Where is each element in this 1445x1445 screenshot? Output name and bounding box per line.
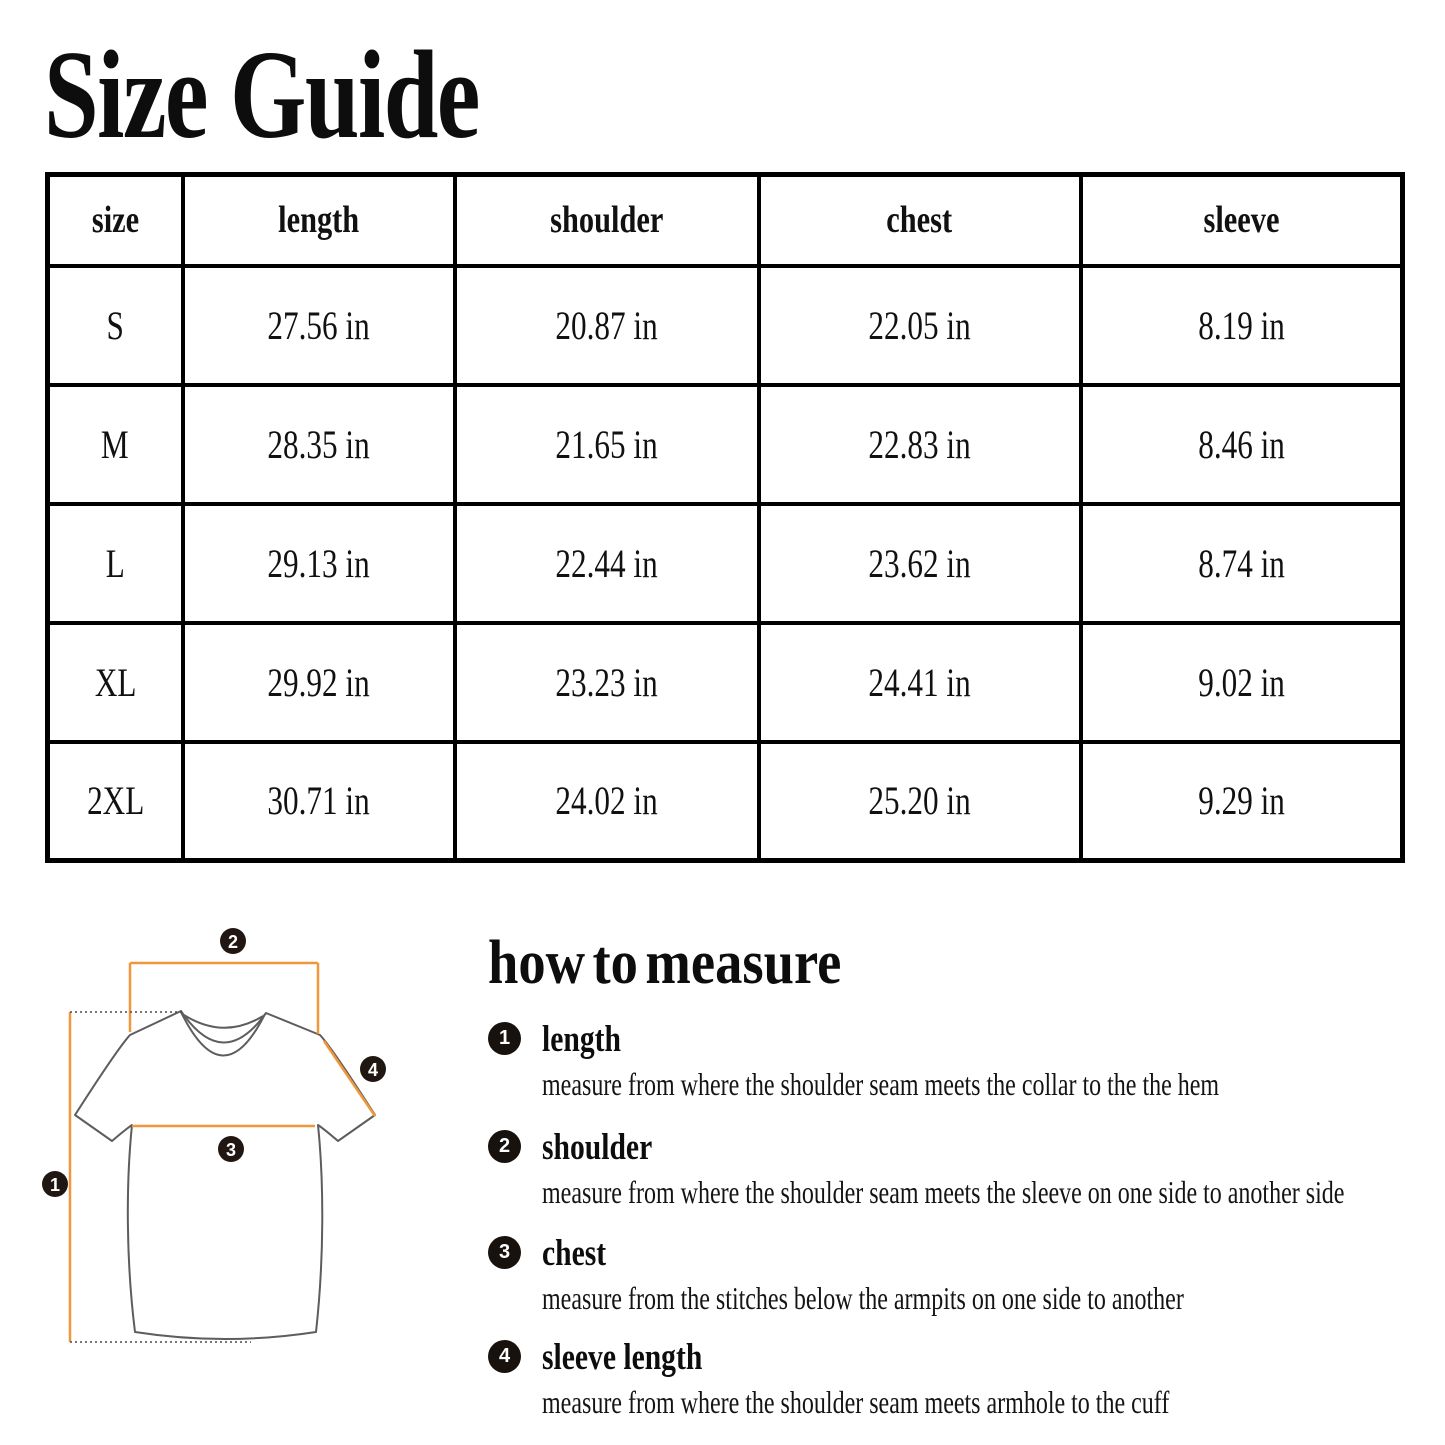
sleeve-cell: 8.74 in	[1081, 504, 1403, 623]
step-description: measure from the stitches below the armpits on one side to another	[542, 1280, 1184, 1317]
size-cell: S	[48, 266, 183, 385]
step-description: measure from where the shoulder seam meets armhole to the cuff	[542, 1384, 1170, 1421]
badge-number: 3	[225, 1140, 237, 1160]
shoulder-cell: 23.23 in	[455, 623, 759, 742]
size-table	[45, 172, 1405, 863]
sleeve-cell: 9.02 in	[1081, 623, 1403, 742]
step-text	[542, 1235, 1398, 1316]
table-row-s	[48, 266, 1403, 385]
column-header-chest: chest	[759, 175, 1081, 266]
column-header-length: length	[183, 175, 455, 266]
column-header-sleeve: sleeve	[1081, 175, 1403, 266]
size-cell: L	[48, 504, 183, 623]
header-row	[48, 175, 1403, 266]
table-row-xl	[48, 623, 1403, 742]
how-to-measure-section	[488, 920, 1445, 1420]
length-cell: 29.92 in	[183, 623, 455, 742]
step-badge-3: 3	[488, 1236, 521, 1269]
shoulder-cell: 24.02 in	[455, 742, 759, 861]
step-badge-1: 1	[488, 1022, 521, 1055]
sleeve-cell: 8.19 in	[1081, 266, 1403, 385]
chest-cell: 23.62 in	[759, 504, 1081, 623]
step-label: sleeve length	[542, 1337, 703, 1379]
diagram-badge-4	[360, 1056, 386, 1082]
step-badge-4: 4	[488, 1340, 521, 1373]
size-cell: 2XL	[48, 742, 183, 861]
length-cell: 30.71 in	[183, 742, 455, 861]
sleeve-cell: 8.46 in	[1081, 385, 1403, 504]
length-cell: 27.56 in	[183, 266, 455, 385]
length-cell: 29.13 in	[183, 504, 455, 623]
shoulder-cell: 21.65 in	[455, 385, 759, 504]
sleeve-cell: 9.29 in	[1081, 742, 1403, 861]
measure-item-sleeve-length	[488, 1339, 1445, 1420]
size-cell: XL	[48, 623, 183, 742]
diagram-badge-3	[218, 1136, 244, 1162]
badge-number: 1	[49, 1175, 61, 1195]
tshirt-diagram	[18, 908, 458, 1408]
measure-item-shoulder	[488, 1129, 1445, 1210]
size-table-body	[48, 266, 1403, 861]
table-row-m	[48, 385, 1403, 504]
badge-number: 4	[367, 1060, 379, 1080]
shoulder-cell: 20.87 in	[455, 266, 759, 385]
step-description: measure from where the shoulder seam meets the collar to the the hem	[542, 1066, 1220, 1103]
column-header-size: size	[48, 175, 183, 266]
page-title-text: Size Guide	[44, 26, 479, 165]
diagram-badge-2	[220, 928, 246, 954]
length-cell: 28.35 in	[183, 385, 455, 504]
table-row-l	[48, 504, 1403, 623]
step-description: measure from where the shoulder seam meets the sleeve on one side to another side	[542, 1174, 1345, 1211]
step-label: chest	[542, 1233, 607, 1275]
step-label: length	[542, 1019, 621, 1061]
chest-cell: 22.05 in	[759, 266, 1081, 385]
measure-item-chest	[488, 1235, 1445, 1316]
measure-item-length	[488, 1021, 1445, 1102]
column-header-shoulder: shoulder	[455, 175, 759, 266]
size-cell: M	[48, 385, 183, 504]
badge-number: 2	[227, 932, 239, 952]
step-badge-2: 2	[488, 1130, 521, 1163]
step-text	[542, 1021, 1445, 1102]
step-text	[542, 1339, 1378, 1420]
diagram-badge-1	[42, 1171, 68, 1197]
chest-cell: 25.20 in	[759, 742, 1081, 861]
tshirt-outline	[75, 1011, 375, 1339]
table-row-2xl	[48, 742, 1403, 861]
tshirt-diagram-svg	[18, 908, 458, 1408]
how-to-measure-title: how to measure	[488, 929, 842, 997]
step-text	[542, 1129, 1445, 1210]
chest-cell: 22.83 in	[759, 385, 1081, 504]
chest-cell: 24.41 in	[759, 623, 1081, 742]
size-table-header	[48, 175, 1403, 266]
shoulder-cell: 22.44 in	[455, 504, 759, 623]
page-title	[44, 24, 602, 169]
step-label: shoulder	[542, 1127, 653, 1169]
